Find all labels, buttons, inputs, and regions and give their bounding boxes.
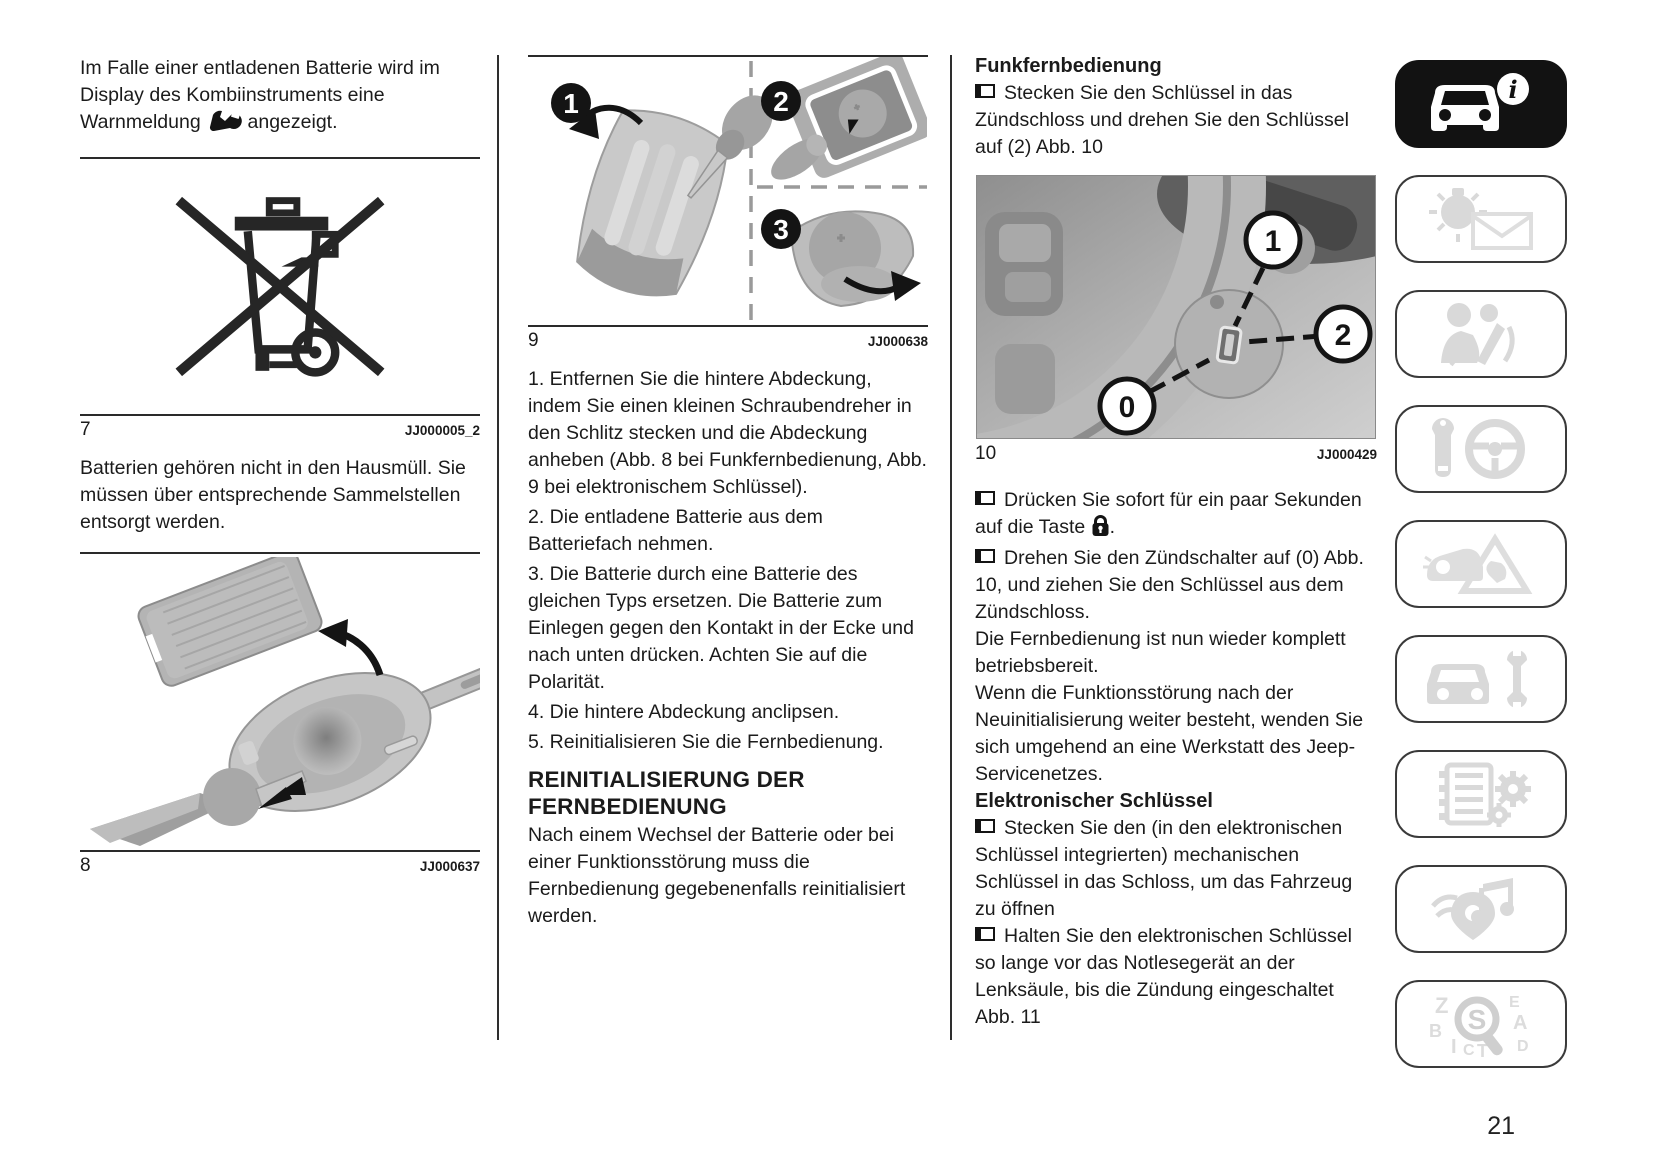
- svg-text:Z: Z: [1435, 993, 1449, 1018]
- figure-number: 10: [975, 443, 997, 464]
- figure-code: JJ000638: [867, 334, 928, 349]
- callout-1: 1: [1264, 225, 1282, 258]
- subsection-heading: Funkfernbedienung: [975, 55, 1162, 77]
- step-4: 4. Die hintere Abdeckung anclipsen.: [528, 701, 840, 723]
- intro-paragraph: [80, 55, 480, 140]
- figure-8-caption: [80, 855, 480, 877]
- step-2: 2. Die entladene Batterie aus dem Batteriefach nehmen.: [528, 506, 823, 555]
- figure-7-caption: [80, 419, 480, 441]
- ignition-switch-photo: [976, 175, 1376, 439]
- svg-text:S: S: [1467, 1004, 1487, 1035]
- paragraph: Wenn die Funktionsstörung nach der Neuinitialisierung weiter besteht, wenden Sie sich umgehend an eine Werkstatt des Jeep-Servicenetzes.: [975, 682, 1364, 785]
- figure-9: [528, 57, 928, 325]
- bullet-text: Drehen Sie den Zündschalter auf (0) Abb. 10, und ziehen Sie den Schlüssel aus dem Zündschloss.: [975, 547, 1364, 623]
- step-3: 3. Die Batterie durch eine Batterie des gleichen Typs ersetzen. Die Batterie zum Einlegen gegen den Kontakt in der Ecke und nach unten drücken. Achten Sie auf die Polarität.: [528, 563, 914, 693]
- figure-10-caption: [975, 443, 1377, 465]
- tab-technical-data: [1395, 750, 1567, 838]
- left-column: [80, 0, 480, 877]
- electronic-key-battery-replacement-illustration: [529, 57, 927, 325]
- panel-label-2: 2: [773, 86, 789, 117]
- bullet-item: [975, 545, 1377, 626]
- figure-number: 9: [528, 330, 539, 351]
- svg-text:B: B: [1429, 1021, 1442, 1041]
- page-number: 21: [1487, 1112, 1515, 1140]
- starting-driving-icon: [1421, 416, 1541, 482]
- bullet-text: Stecken Sie den (in den elektronischen Schlüssel integrierten) mechanischen Schlüssel in das Schloss, um das Fahrzeug zu öffnen: [975, 817, 1353, 920]
- tab-maintenance: [1395, 635, 1567, 723]
- svg-text:A: A: [1513, 1012, 1528, 1034]
- tab-index: [1395, 980, 1567, 1068]
- callout-0: 0: [1118, 391, 1136, 424]
- square-bullet-icon: [975, 84, 995, 98]
- key-fob-cover-removal-illustration: [80, 557, 480, 847]
- intro-text-before: Im Falle einer entladenen Batterie wird im Display des Kombiinstruments eine Warnmeldung: [80, 57, 440, 133]
- alphabetical-index-icon: [1421, 991, 1541, 1057]
- square-bullet-icon: [975, 491, 995, 505]
- section-heading: REINITIALISIERUNG DER FERNBEDIENUNG: [528, 767, 805, 819]
- step-5: 5. Reinitialisieren Sie die Fernbedienung.: [528, 731, 884, 753]
- technical-data-icon: [1421, 761, 1541, 827]
- section-tab-rail: [1395, 60, 1567, 1095]
- svg-text:E: E: [1509, 994, 1520, 1011]
- bullet-text: Drücken Sie sofort für ein paar Sekunden auf die Taste: [975, 489, 1362, 538]
- bullet-text: Stecken Sie den Schlüssel in das Zündschloss und drehen Sie den Schlüssel auf (2) Abb. 10: [975, 82, 1349, 158]
- figure-number: 8: [80, 855, 91, 876]
- tab-vehicle-info: [1395, 60, 1567, 148]
- bullet-text: Halten Sie den elektronischen Schlüssel so lange vor das Notlesegerät an der Lenksäule, bis die Zündung eingeschaltet Abb. 11: [975, 925, 1352, 1028]
- tab-starting-driving: [1395, 405, 1567, 493]
- paragraph: Die Fernbedienung ist nun wieder komplett betriebsbereit.: [975, 628, 1346, 677]
- figure-9-caption: [528, 330, 928, 352]
- service-maintenance-icon: [1421, 646, 1541, 712]
- figure-10: [975, 175, 1377, 439]
- svg-text:C: C: [1463, 1042, 1475, 1057]
- battery-disposal-paragraph: Batterien gehören nicht in den Hausmüll. Sie müssen über entsprechende Sammelstellen entsorgt werden.: [80, 457, 466, 533]
- divider: [80, 850, 480, 852]
- panel-label-1: 1: [563, 88, 579, 119]
- right-column: [975, 0, 1377, 1031]
- figure-8: [80, 554, 480, 850]
- multimedia-icon: [1421, 876, 1541, 942]
- reinit-paragraph: Nach einem Wechsel der Batterie oder bei einer Funktionsstörung muss die Fernbedienung gegebenenfalls reinitialisiert werden.: [528, 824, 906, 927]
- lock-icon: [1091, 514, 1110, 545]
- tab-multimedia: [1395, 865, 1567, 953]
- figure-number: 7: [80, 419, 91, 440]
- step-1: 1. Entfernen Sie die hintere Abdeckung, indem Sie einen kleinen Schraubendreher in den Schlitz stecken und die Abdeckung anheben (Abb. 8 bei Funkfernbedienung, Abb. 9 bei elektronischem Schlüssel).: [528, 368, 927, 498]
- bullet-item: [975, 923, 1377, 1031]
- bullet-item: [975, 815, 1377, 923]
- square-bullet-icon: [975, 927, 995, 941]
- tab-emergency: [1395, 520, 1567, 608]
- svg-text:i: i: [1508, 75, 1518, 104]
- tab-warning-lights: [1395, 175, 1567, 263]
- figure-code: JJ000005_2: [404, 423, 480, 438]
- column-divider: [497, 55, 499, 1040]
- panel-label-3: 3: [773, 214, 789, 245]
- safety-seatbelt-icon: [1421, 301, 1541, 367]
- emergency-icon: [1421, 531, 1541, 597]
- wrench-warning-icon: [206, 110, 242, 140]
- bullet-item: [975, 80, 1377, 161]
- callout-2: 2: [1334, 319, 1352, 352]
- square-bullet-icon: [975, 819, 995, 833]
- subsection-heading: Elektronischer Schlüssel: [975, 790, 1213, 812]
- figure-7: [80, 159, 480, 414]
- svg-text:T: T: [1477, 1041, 1488, 1057]
- svg-text:I: I: [1451, 1036, 1457, 1057]
- intro-text-after: angezeigt.: [242, 111, 338, 133]
- crossed-out-waste-bin-icon: [165, 179, 395, 394]
- figure-code: JJ000637: [419, 859, 480, 874]
- tab-safety: [1395, 290, 1567, 378]
- square-bullet-icon: [975, 549, 995, 563]
- vehicle-info-icon: [1421, 71, 1541, 137]
- svg-text:D: D: [1517, 1038, 1529, 1055]
- divider: [528, 325, 928, 327]
- bullet-item: [975, 487, 1377, 545]
- bullet-text: .: [1109, 516, 1116, 538]
- divider: [80, 414, 480, 416]
- middle-column: [528, 0, 928, 930]
- warning-lights-messages-icon: [1421, 186, 1541, 252]
- column-divider: [950, 55, 952, 1040]
- figure-code: JJ000429: [1316, 447, 1377, 462]
